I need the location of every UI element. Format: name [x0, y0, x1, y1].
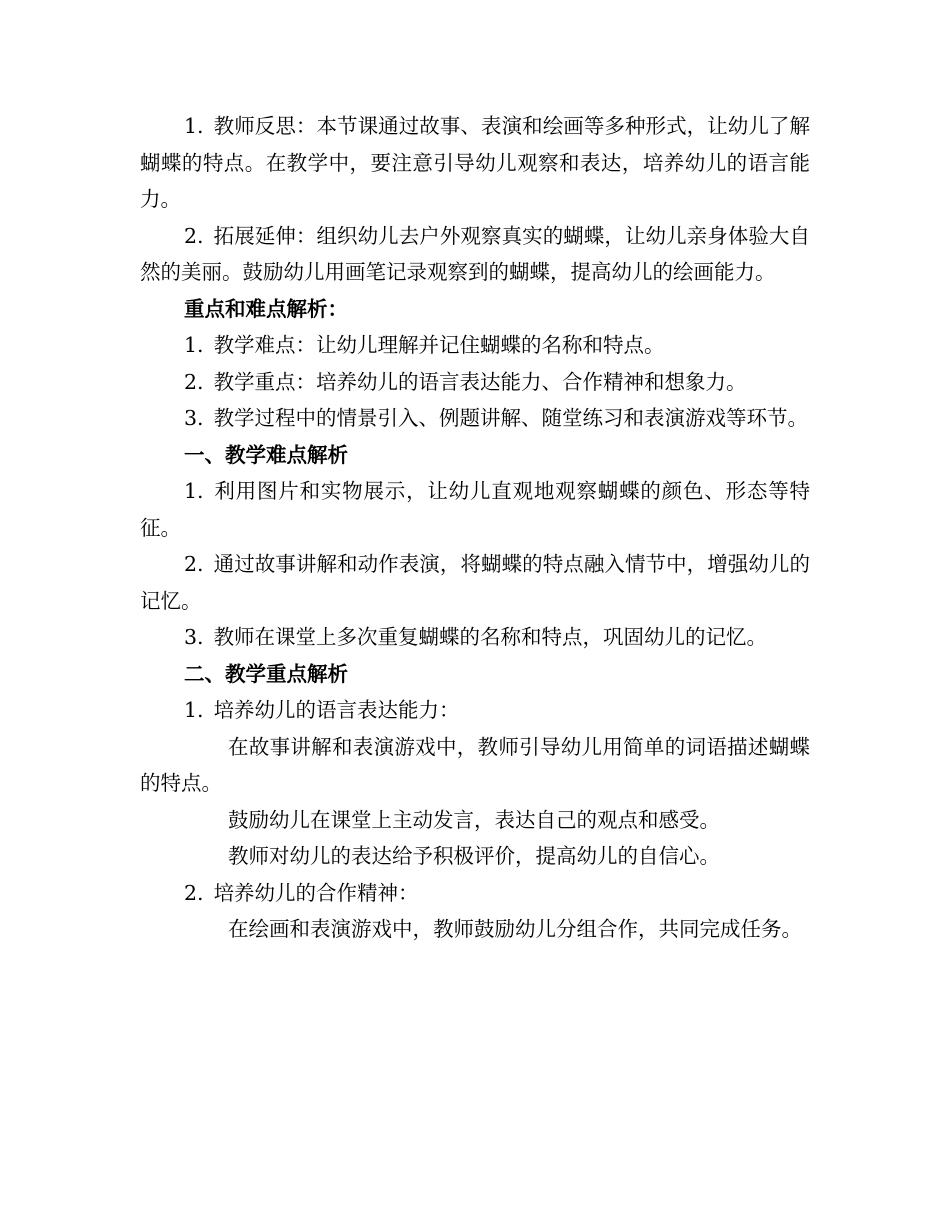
- paragraph-extension: [140, 218, 810, 291]
- paragraph-focus-2: [140, 875, 810, 912]
- paragraph-text: 教师在课堂上多次重复蝴蝶的名称和特点，巩固幼儿的记忆。: [213, 625, 768, 649]
- list-number: 1.: [184, 479, 204, 503]
- paragraph-teaching-difficulty: [140, 327, 810, 364]
- paragraph-focus-1-detail-3: 教师对幼儿的表达给予积极评价，提高幼儿的自信心。: [228, 844, 720, 868]
- list-number: 1.: [184, 698, 204, 722]
- list-number: 1.: [184, 114, 204, 138]
- paragraph-text: 拓展延伸：组织幼儿去户外观察真实的蝴蝶，让幼儿亲身体验大自然的美丽。鼓励幼儿用画笔记录观察到的蝴蝶，提高幼儿的绘画能力。: [140, 223, 810, 284]
- paragraph-text: 教师反思：本节课通过故事、表演和绘画等多种形式，让幼儿了解蝴蝶的特点。在教学中，要注意引导幼儿观察和表达，培养幼儿的语言能力。: [140, 114, 810, 211]
- paragraph-text: 教学重点：培养幼儿的语言表达能力、合作精神和想象力。: [213, 369, 747, 394]
- heading-difficulty-analysis: 一、教学难点解析: [184, 442, 348, 467]
- paragraph-focus-1: [140, 692, 810, 729]
- paragraph-difficulty-2: [140, 546, 810, 619]
- paragraph-teaching-process: [140, 400, 810, 437]
- paragraph-text: 培养幼儿的合作精神：: [213, 880, 419, 905]
- document-page: [140, 108, 810, 948]
- list-number: 3.: [184, 625, 204, 649]
- paragraph-teacher-reflection: [140, 108, 810, 218]
- list-number: 2.: [184, 369, 204, 394]
- paragraph-focus-1-detail-1: 在故事讲解和表演游戏中，教师引导幼儿用简单的词语描述蝴蝶的特点。: [140, 734, 810, 795]
- paragraph-text: 教学难点：让幼儿理解并记住蝴蝶的名称和特点。: [213, 333, 665, 357]
- paragraph-text: 培养幼儿的语言表达能力：: [213, 698, 460, 722]
- list-number: 2.: [184, 552, 204, 576]
- paragraph-text: 通过故事讲解和动作表演，将蝴蝶的特点融入情节中，增强幼儿的记忆。: [140, 552, 810, 613]
- paragraph-difficulty-3: [140, 619, 810, 656]
- heading-key-difficult-points: 重点和难点解析：: [184, 296, 348, 321]
- list-number: 2.: [184, 223, 204, 248]
- paragraph-focus-2-detail-1: 在绘画和表演游戏中，教师鼓励幼儿分组合作，共同完成任务。: [228, 917, 802, 941]
- list-number: 3.: [184, 406, 204, 430]
- list-number: 2.: [184, 880, 204, 905]
- heading-focus-analysis: 二、教学重点解析: [184, 661, 348, 686]
- paragraph-focus-1-detail-2: 鼓励幼儿在课堂上主动发言，表达自己的观点和感受。: [228, 807, 720, 832]
- paragraph-difficulty-1: [140, 473, 810, 546]
- list-number: 1.: [184, 333, 204, 357]
- paragraph-teaching-focus: [140, 364, 810, 401]
- paragraph-text: 利用图片和实物展示，让幼儿直观地观察蝴蝶的颜色、形态等特征。: [140, 479, 810, 540]
- paragraph-text: 教学过程中的情景引入、例题讲解、随堂练习和表演游戏等环节。: [213, 406, 809, 430]
